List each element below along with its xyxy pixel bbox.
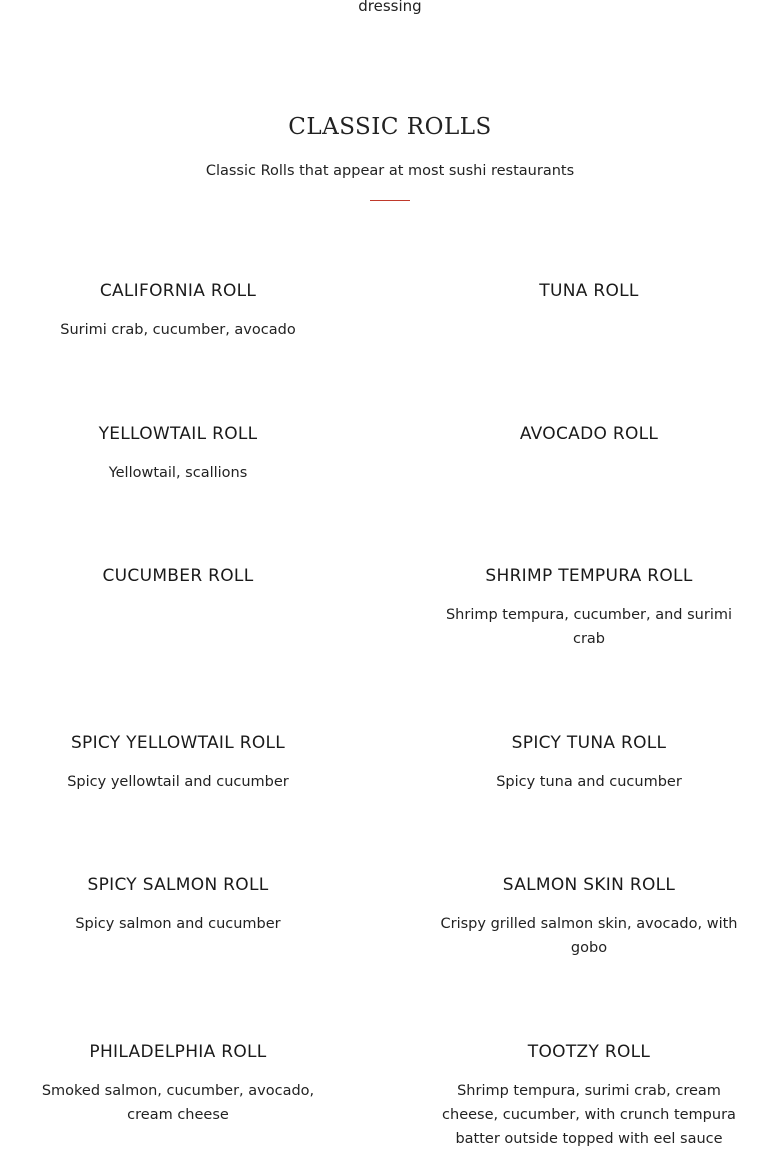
section-title: CLASSIC ROLLS (288, 114, 492, 140)
menu-item-california-roll (28, 280, 328, 342)
menu-item-tuna-roll (439, 280, 739, 318)
menu-item-philadelphia-roll (28, 1041, 328, 1127)
item-name: SPICY TUNA ROLL (511, 733, 667, 753)
item-name: CUCUMBER ROLL (102, 566, 254, 586)
item-description: Shrimp tempura, surimi crab, cream cheese, cucumber, with crunch tempura batter outside topped with eel sauce (442, 1083, 736, 1147)
item-description: Spicy tuna and cucumber (496, 774, 682, 790)
menu-item-salmon-skin-roll (439, 874, 739, 960)
item-description: Shrimp tempura, cucumber, and surimi crab (445, 607, 733, 647)
item-name: TUNA ROLL (539, 281, 639, 301)
menu-item-cucumber-roll (28, 565, 328, 603)
item-description: Smoked salmon, cucumber, avocado, cream cheese (41, 1083, 315, 1123)
item-name: SHRIMP TEMPURA ROLL (485, 566, 693, 586)
item-description: Surimi crab, cucumber, avocado (60, 322, 296, 338)
item-description: Crispy grilled salmon skin, avocado, with gobo (440, 916, 738, 956)
item-description: Yellowtail, scallions (108, 465, 248, 481)
item-name: PHILADELPHIA ROLL (89, 1042, 267, 1062)
menu-item-shrimp-tempura-roll (439, 565, 739, 651)
previous-section-tail: dressing (358, 0, 422, 15)
item-name: SPICY YELLOWTAIL ROLL (70, 733, 286, 753)
section-subtitle: Classic Rolls that appear at most sushi restaurants (205, 163, 575, 179)
item-name: SALMON SKIN ROLL (502, 875, 676, 895)
item-description: Spicy yellowtail and cucumber (67, 774, 289, 790)
item-name: AVOCADO ROLL (519, 424, 659, 444)
menu-item-spicy-yellowtail-roll (28, 732, 328, 794)
item-description: Spicy salmon and cucumber (75, 916, 281, 932)
menu-item-spicy-salmon-roll (28, 874, 328, 936)
item-name: TOOTZY ROLL (527, 1042, 651, 1062)
menu-item-avocado-roll (439, 423, 739, 461)
item-name: SPICY SALMON ROLL (87, 875, 269, 895)
section-divider (370, 200, 410, 201)
item-name: YELLOWTAIL ROLL (98, 424, 258, 444)
menu-item-yellowtail-roll (28, 423, 328, 485)
menu-item-spicy-tuna-roll (439, 732, 739, 794)
menu-item-tootzy-roll (439, 1041, 739, 1151)
item-name: CALIFORNIA ROLL (99, 281, 257, 301)
